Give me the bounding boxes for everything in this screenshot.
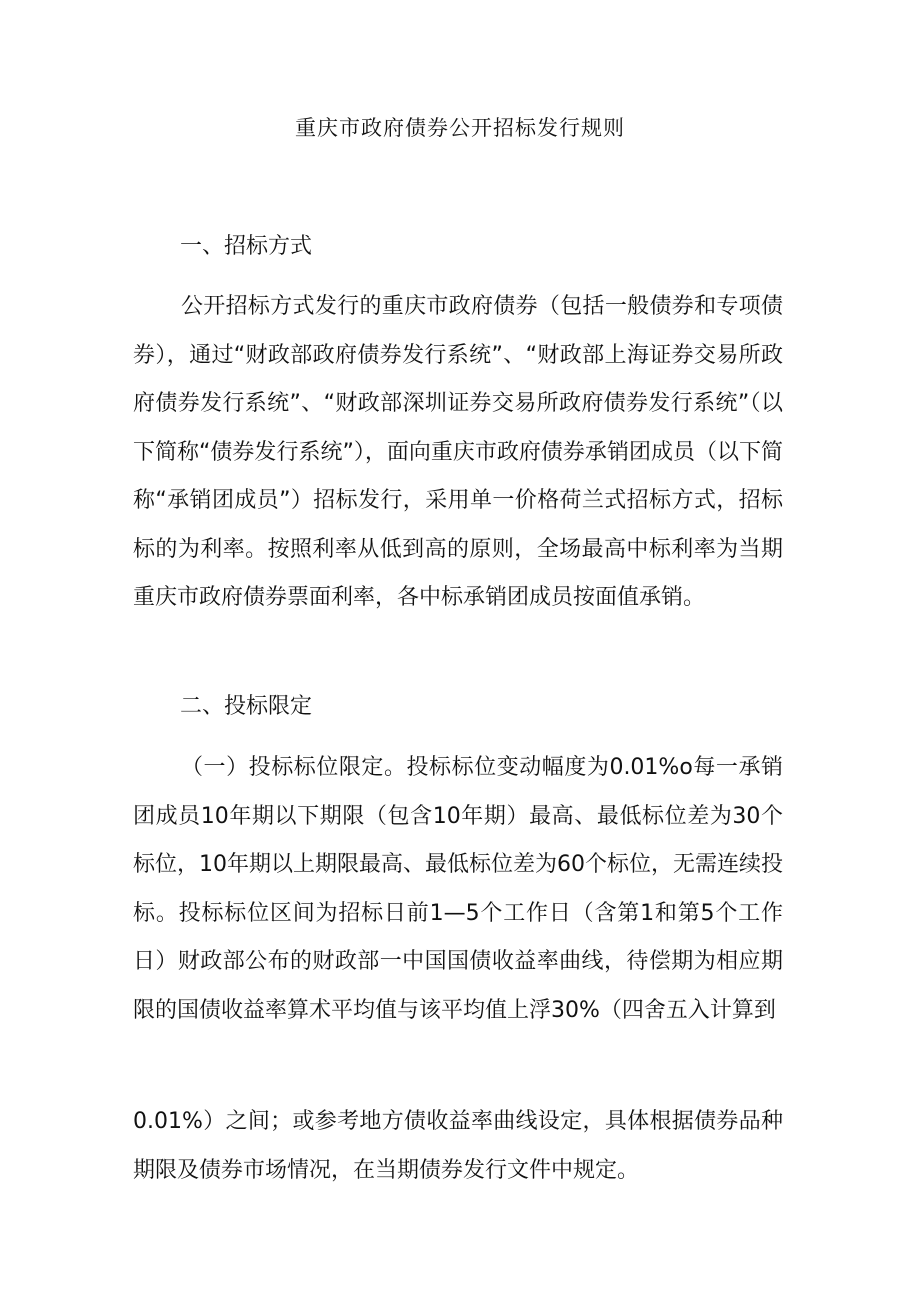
section-2-paragraph-part2: 0.01%）之间；或参考地方债收益率曲线设定，具体根据债券品种期限及债券市场情况，在当期债券发行文件中规定。 (133, 1109, 783, 1183)
section-1-paragraph: 公开招标方式发行的重庆市政府债券（包括一般债券和专项债券），通过“财政部政府债券发行系统”、“财政部上海证券交易所政府债券发行系统”、“财政部深圳证券交易所政府债券发行系统”（以下简称“债券发行系统”），面向重庆市政府债券承销团成员（以下简称“承销团成员”）招标发行，采用单一价格荷兰式招标方式，招标标的为利率。按照利率从低到高的原则，全场最高中标利率为当期重庆市政府债券票面利率，各中标承销团成员按面值承销。 (133, 294, 783, 610)
section-2-body-continued (133, 1098, 783, 1195)
document-title: 重庆市政府债券公开招标发行规则 (295, 116, 625, 140)
section-heading-2: 二、投标限定 (180, 694, 313, 719)
section-1-body (133, 283, 783, 623)
section-2-paragraph-part1: （一）投标标位限定。投标标位变动幅度为0.01%o每一承销团成员10年期以下期限（包含10年期）最高、最低标位差为30个标位，10年期以上期限最高、最低标位差为60个标位，无需连续投标。投标标位区间为招标日前1—5个工作日（含第1和第5个工作日）财政部公布的财政部一中国国债收益率曲线，待偿期为相应期限的国债收益率算术平均值与该平均值上浮30%（四舍五入计算到 (133, 755, 783, 1023)
section-2-body (133, 744, 783, 1035)
section-heading-1: 一、招标方式 (180, 234, 313, 259)
